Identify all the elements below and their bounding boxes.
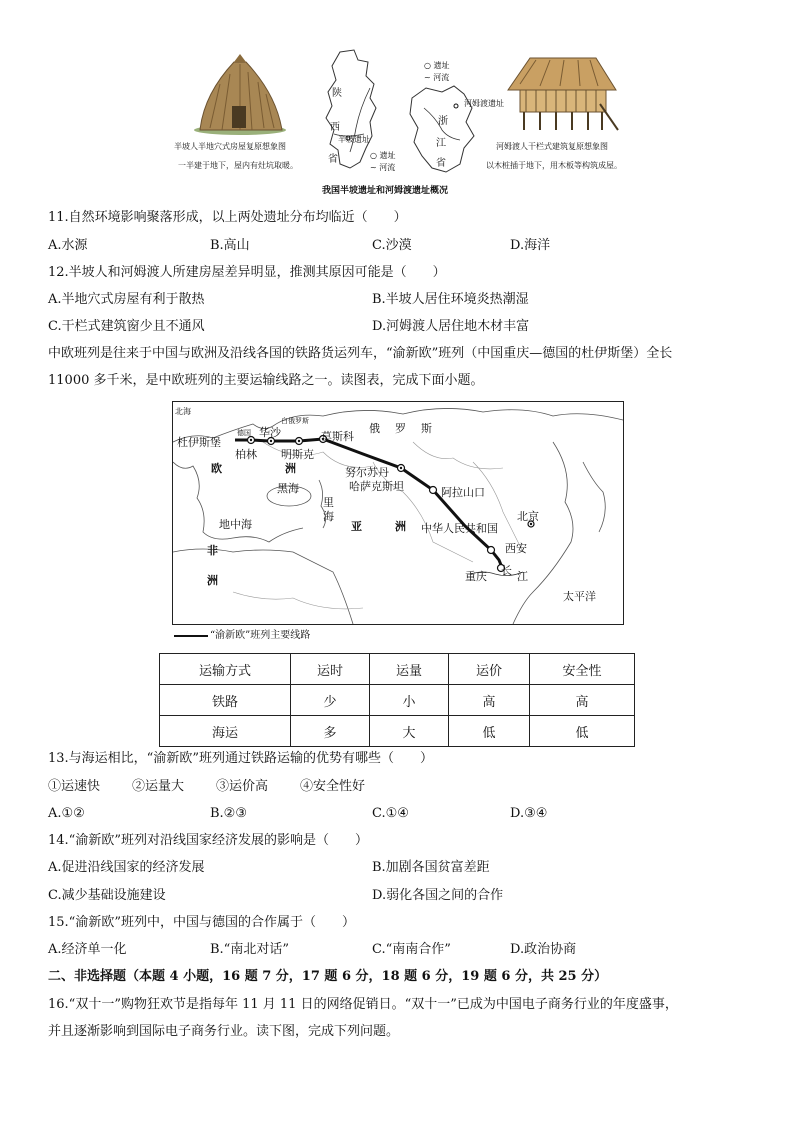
map-label-yangtze-2: 江 [517, 570, 528, 583]
q13-option-a[interactable]: A.①② [48, 806, 85, 821]
zhejiang-label-3: 省 [436, 158, 446, 169]
banpo-site-label: 半坡遗址 [338, 135, 370, 144]
q12-option-a[interactable]: A.半地穴式房屋有利于散热 [48, 292, 205, 307]
hemudu-site-label: 河姆渡遗址 [464, 99, 504, 108]
q12-option-c[interactable]: C.干栏式建筑窗少且不通风 [48, 319, 205, 334]
zhejiang-label-2: 江 [436, 138, 446, 149]
map-label-mediterranean: 地中海 [219, 518, 252, 531]
q14-option-d[interactable]: D.弱化各国之间的合作 [372, 888, 504, 903]
hemudu-caption-desc: 以木桩插于地下，用木板等构筑成屋。 [486, 161, 622, 170]
shaanxi-label-2: 西 [330, 122, 340, 133]
table-header: 运时 [291, 654, 370, 685]
q15-option-c[interactable]: C.“南南合作” [372, 942, 451, 957]
map-label-minsk: 明斯克 [281, 448, 314, 461]
banpo-caption-title: 半坡人半地穴式房屋复原想象图 [174, 142, 286, 151]
map-label-chongqing: 重庆 [465, 570, 487, 583]
map-label-black-sea: 黑海 [277, 482, 299, 495]
section-2-heading: 二、非选择题（本题 4 小题，16 题 7 分，17 题 6 分，18 题 6 分，19 题 6 分，共 25 分） [48, 969, 608, 984]
q11-option-b[interactable]: B.高山 [210, 238, 250, 253]
q15-option-d[interactable]: D.政治协商 [510, 942, 577, 957]
q15-option-b[interactable]: B.“南北对话” [210, 942, 289, 957]
zhejiang-label-1: 浙 [438, 116, 448, 127]
map-label-caspian-2: 海 [323, 510, 334, 523]
map-label-moscow: 莫斯科 [321, 430, 354, 443]
table-cell: 铁路 [160, 685, 291, 716]
map-label-nursultan: 努尔苏丹 [345, 466, 389, 479]
q15-option-a[interactable]: A.经济单一化 [48, 942, 127, 957]
map-label-pacific: 太平洋 [563, 590, 596, 603]
table-cell: 低 [530, 716, 635, 747]
q14-stem: 14.“渝新欧”班列对沿线国家经济发展的影响是（ ） [48, 833, 368, 848]
map-label-xian: 西安 [505, 542, 527, 555]
q13-option-c[interactable]: C.①④ [372, 806, 409, 821]
map1-legend-site: ○ 遗址 [370, 151, 396, 160]
map-label-europe-2: 洲 [285, 462, 296, 475]
figure1-caption: 我国半坡遗址和河姆渡遗址概况 [322, 186, 449, 196]
q13-item-2: ②运量大 [132, 779, 185, 794]
hemudu-caption-title: 河姆渡人干栏式建筑复原想象图 [496, 142, 608, 151]
map-label-asia-2: 洲 [395, 520, 406, 533]
table-cell: 低 [449, 716, 530, 747]
figure-settlements [170, 48, 630, 200]
map-label-alashankou: 阿拉山口 [441, 486, 485, 499]
table-cell: 高 [449, 685, 530, 716]
q13-item-3: ③运价高 [216, 779, 269, 794]
table-header-row [160, 654, 635, 685]
map-label-russia-1: 俄 [369, 422, 380, 435]
hemudu-house-illustration [500, 54, 620, 134]
route-legend-label: “渝新欧”班列主要线路 [210, 630, 311, 641]
route-map [172, 401, 624, 625]
q13-stem: 13.与海运相比，“渝新欧”班列通过铁路运输的优势有哪些（ ） [48, 751, 433, 766]
banpo-caption-desc: 一半建于地下，屋内有灶坑取暖。 [178, 161, 298, 170]
map-label-warsaw: 华沙 [259, 426, 281, 439]
table-header: 安全性 [530, 654, 635, 685]
banpo-house-illustration [190, 54, 290, 136]
shaanxi-label-3: 省 [328, 154, 338, 165]
map-label-china: 中华人民共和国 [421, 522, 498, 535]
map-label-europe-1: 欧 [211, 462, 222, 475]
map-label-kazakhstan: 哈萨克斯坦 [349, 480, 404, 493]
q11-stem: 11.自然环境影响聚落形成，以上两处遗址分布均临近（ ） [48, 210, 407, 225]
map-legend [174, 626, 310, 641]
table-cell: 大 [370, 716, 449, 747]
map2-legend-site: ○ 遗址 [424, 61, 450, 70]
table-header: 运量 [370, 654, 449, 685]
q14-option-a[interactable]: A.促进沿线国家的经济发展 [48, 860, 205, 875]
intro-line-1: 中欧班列是往来于中国与欧洲及沿线各国的铁路货运列车，“渝新欧”班列（中国重庆—德国的杜伊斯堡）全长 [48, 346, 673, 361]
q12-option-d[interactable]: D.河姆渡人居住地木材丰富 [372, 319, 530, 334]
table-cell: 多 [291, 716, 370, 747]
q16-line-1: 16.“双十一”购物狂欢节是指每年 11 月 11 日的网络促销日。“双十一”已成为中国电子商务行业的年度盛事， [48, 997, 678, 1012]
table-cell: 小 [370, 685, 449, 716]
map-label-russia-2: 罗 [395, 422, 406, 435]
q15-stem: 15.“渝新欧”班列中，中国与德国的合作属于（ ） [48, 915, 355, 930]
intro-line-2: 11000 多千米，是中欧班列的主要运输线路之一。读图表，完成下面小题。 [48, 373, 484, 388]
transport-comparison-table [159, 653, 635, 747]
q13-item-1: ①运速快 [48, 779, 101, 794]
map-label-asia-1: 亚 [351, 520, 362, 533]
map-label-caspian-1: 里 [323, 496, 334, 509]
q12-stem: 12.半坡人和河姆渡人所建房屋差异明显，推测其原因可能是（ ） [48, 265, 446, 280]
map-label-belarus: 白俄罗斯 [281, 417, 309, 425]
table-cell: 高 [530, 685, 635, 716]
q13-option-b[interactable]: B.②③ [210, 806, 247, 821]
q14-option-b[interactable]: B.加剧各国贫富差距 [372, 860, 490, 875]
map-label-north-sea: 北海 [175, 407, 191, 416]
route-legend-line [174, 635, 208, 637]
q16-line-2: 并且逐渐影响到国际电子商务行业。读下图，完成下列问题。 [48, 1024, 400, 1039]
table-header: 运价 [449, 654, 530, 685]
shaanxi-label-1: 陕 [332, 88, 342, 99]
map-label-berlin: 柏林 [235, 448, 257, 461]
map-label-africa-2: 洲 [207, 574, 218, 587]
q11-option-d[interactable]: D.海洋 [510, 238, 551, 253]
map-label-africa-1: 非 [207, 544, 218, 557]
q13-item-4: ④安全性好 [300, 779, 366, 794]
map-label-germany: 德国 [237, 429, 251, 437]
map1-legend-river: ~ 河流 [370, 163, 396, 172]
table-cell: 海运 [160, 716, 291, 747]
q11-option-a[interactable]: A.水源 [48, 238, 88, 253]
table-row [160, 716, 635, 747]
q11-option-c[interactable]: C.沙漠 [372, 238, 412, 253]
map-label-duisburg: 杜伊斯堡 [177, 436, 221, 449]
table-row [160, 685, 635, 716]
q14-option-c[interactable]: C.减少基础设施建设 [48, 888, 166, 903]
map2-legend-river: ~ 河流 [424, 73, 450, 82]
table-header: 运输方式 [160, 654, 291, 685]
table-cell: 少 [291, 685, 370, 716]
q13-option-d[interactable]: D.③④ [510, 806, 548, 821]
map-label-russia-3: 斯 [421, 422, 432, 435]
q12-option-b[interactable]: B.半坡人居住环境炎热潮湿 [372, 292, 529, 307]
map-label-beijing: 北京 [517, 510, 539, 523]
map-label-yangtze-1: 长 [501, 564, 512, 577]
